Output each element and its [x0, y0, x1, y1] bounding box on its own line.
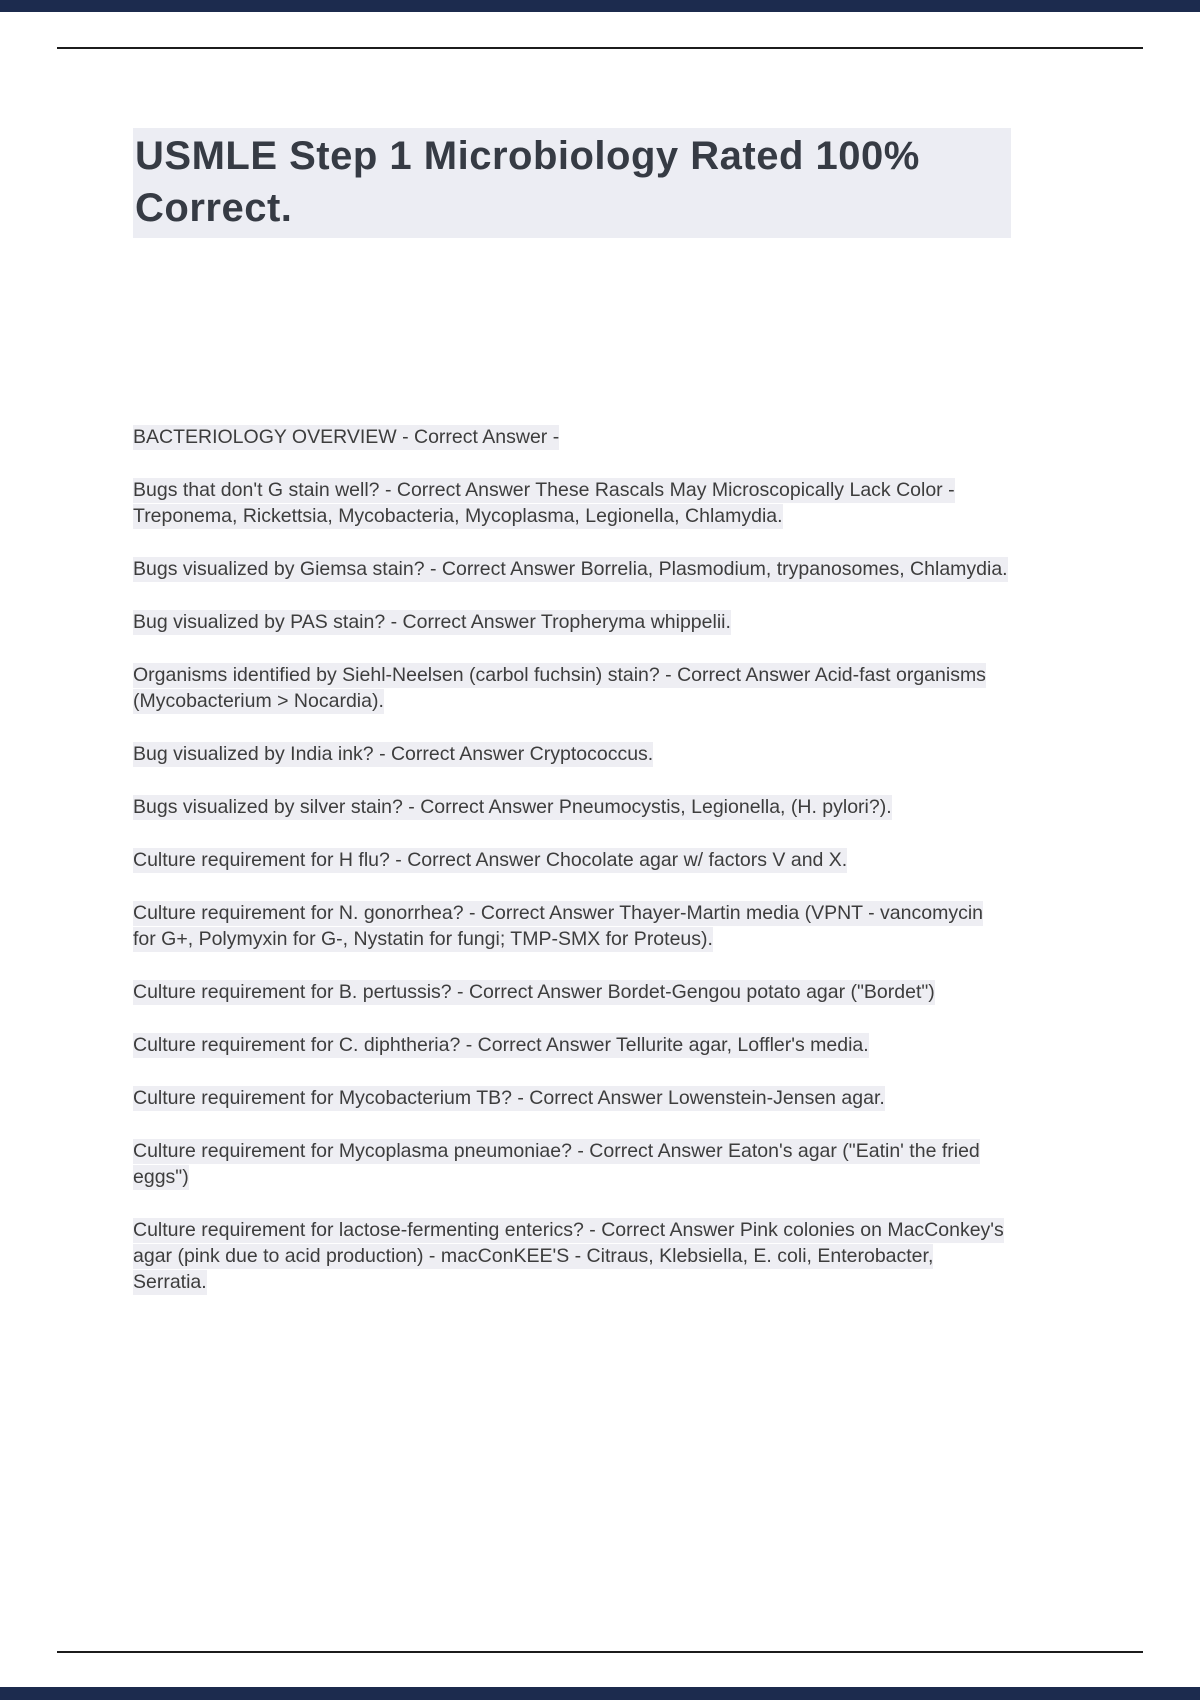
- paragraph-text: Bug visualized by PAS stain? - Correct Answer Tropheryma whippelii.: [133, 611, 731, 633]
- paragraph: [133, 847, 1011, 873]
- paragraph-text: Bugs visualized by silver stain? - Correct Answer Pneumocystis, Legionella, (H. pylori?).: [133, 796, 892, 818]
- paragraph-text: Bugs that don't G stain well? - Correct Answer These Rascals May Microscopically Lack Color - Treponema, Rickettsia, Mycobacteria, Mycoplasma, Legionella, Chlamydia.: [133, 479, 955, 527]
- paragraph-text: Culture requirement for H flu? - Correct Answer Chocolate agar w/ factors V and X.: [133, 849, 848, 871]
- paragraph: [133, 741, 1011, 767]
- paragraph: [133, 556, 1011, 582]
- paragraph: [133, 1032, 1011, 1058]
- paragraph-text: Bugs visualized by Giemsa stain? - Correct Answer Borrelia, Plasmodium, trypanosomes, Chlamydia.: [133, 558, 1008, 580]
- paragraph-text: Culture requirement for N. gonorrhea? - Correct Answer Thayer-Martin media (VPNT - vancomycin for G+, Polymyxin for G-, Nystatin for fungi; TMP-SMX for Proteus).: [133, 902, 984, 950]
- paragraph-text: Culture requirement for lactose-fermenting enterics? - Correct Answer Pink colonies on MacConkey's agar (pink due to acid production) - macConKEE'S - Citraus, Klebsiella, E. coli, Enterobacter, Serratia.: [133, 1219, 1004, 1293]
- paragraph-text: Organisms identified by Siehl-Neelsen (carbol fuchsin) stain? - Correct Answer Acid-fast organisms (Mycobacterium > Nocardia).: [133, 664, 986, 712]
- paragraph: [133, 979, 1011, 1005]
- top-rule: [57, 47, 1143, 49]
- paragraph-text: Culture requirement for Mycobacterium TB? - Correct Answer Lowenstein-Jensen agar.: [133, 1087, 885, 1109]
- document-body: [133, 424, 1011, 1295]
- bottom-rule: [57, 1651, 1143, 1653]
- content-column: [133, 128, 1011, 1322]
- paragraph: [133, 1217, 1011, 1295]
- paragraph-text: Culture requirement for B. pertussis? - Correct Answer Bordet-Gengou potato agar ("Bordet"): [133, 981, 935, 1003]
- paragraph-text: Bug visualized by India ink? - Correct Answer Cryptococcus.: [133, 743, 654, 765]
- paragraph: [133, 477, 1011, 529]
- paragraph: [133, 900, 1011, 952]
- paragraph: [133, 1138, 1011, 1190]
- top-border-bar: [0, 0, 1200, 12]
- paragraph-text: BACTERIOLOGY OVERVIEW - Correct Answer -: [133, 426, 560, 448]
- paragraph: [133, 609, 1011, 635]
- paragraph-text: Culture requirement for Mycoplasma pneumoniae? - Correct Answer Eaton's agar ("Eatin' the fried eggs"): [133, 1140, 980, 1188]
- page-title: [133, 128, 1011, 238]
- bottom-border-bar: [0, 1687, 1200, 1700]
- paragraph: [133, 1085, 1011, 1111]
- paragraph: [133, 662, 1011, 714]
- paragraph: [133, 794, 1011, 820]
- paragraph: [133, 424, 1011, 450]
- paragraph-text: Culture requirement for C. diphtheria? - Correct Answer Tellurite agar, Loffler's media.: [133, 1034, 869, 1056]
- page-title-text: USMLE Step 1 Microbiology Rated 100% Correct.: [133, 128, 1011, 238]
